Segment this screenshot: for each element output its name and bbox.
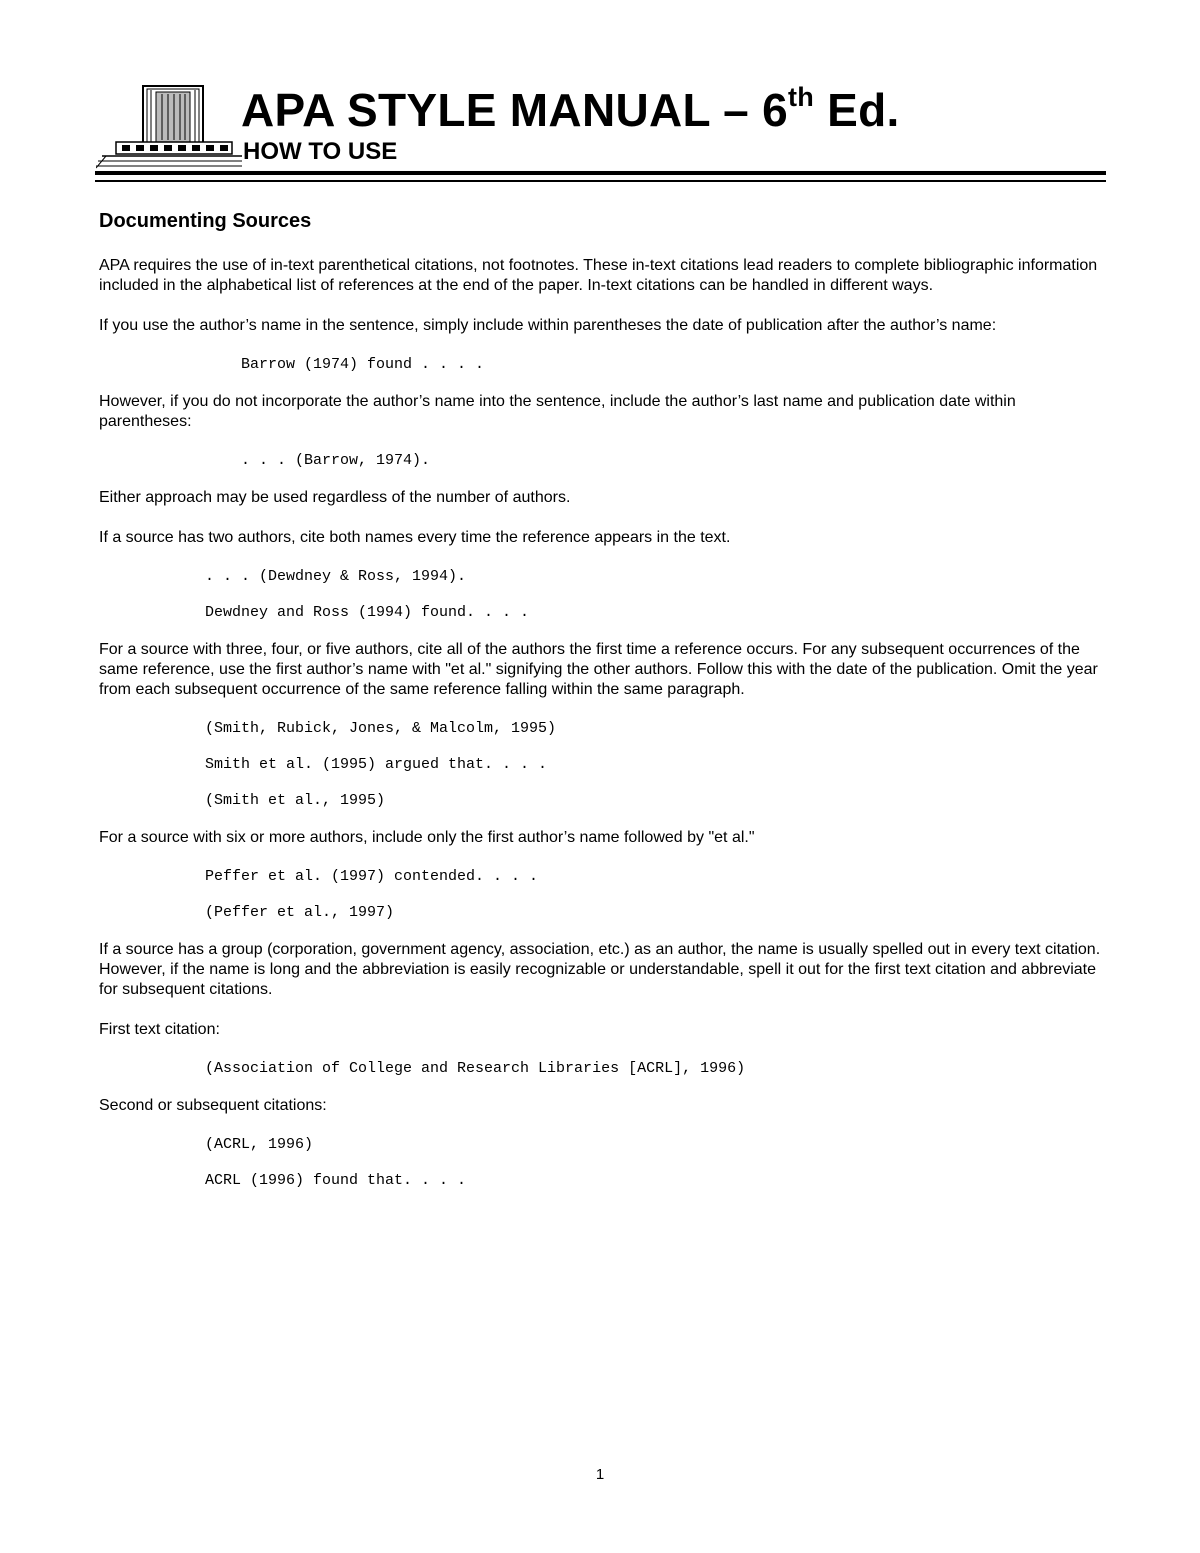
- paragraph-three-to-five-authors: For a source with three, four, or five authors, cite all of the authors the first time a reference occurs. For any subsequent occurrences of the same reference, use the first author’s name with "et al." signifying the other authors. Follow this with the date of the publication. Omit the year from each subsequent occurrence of the same reference falling within the same paragraph.: [99, 641, 1098, 698]
- paragraph-six-or-more-authors: For a source with six or more authors, include only the first author’s name followed by "et al.": [99, 829, 755, 846]
- title-edition: Ed.: [814, 84, 900, 136]
- citation-example: (Association of College and Research Libraries [ACRL], 1996): [205, 1060, 746, 1077]
- title-superscript: th: [788, 82, 815, 112]
- citation-example: (Smith et al., 1995): [205, 792, 386, 809]
- page-number: 1: [595, 1466, 605, 1483]
- paragraph-either-approach: Either approach may be used regardless of the number of authors.: [99, 489, 571, 506]
- paragraph-author-in-sentence: If you use the author’s name in the sentence, simply include within parentheses the date of publication after the author’s name:: [99, 317, 997, 334]
- header-rule-thick: [95, 171, 1106, 175]
- citation-example: (Peffer et al., 1997): [205, 904, 395, 921]
- citation-example: ACRL (1996) found that. . . .: [205, 1172, 467, 1189]
- citation-example: Barrow (1974) found . . . .: [241, 356, 485, 373]
- library-building-logo: [96, 84, 242, 172]
- section-heading: Documenting Sources: [99, 210, 312, 232]
- citation-example: . . . (Barrow, 1974).: [241, 452, 431, 469]
- paragraph-first-citation-label: First text citation:: [99, 1021, 220, 1038]
- citation-example: (Smith, Rubick, Jones, & Malcolm, 1995): [205, 720, 557, 737]
- document-title: [241, 82, 900, 145]
- paragraph-author-in-parentheses: However, if you do not incorporate the author’s name into the sentence, include the author’s last name and publication date within parentheses:: [99, 393, 1016, 430]
- paragraph-two-authors: If a source has two authors, cite both names every time the reference appears in the text.: [99, 529, 731, 546]
- title-main: APA STYLE MANUAL – 6: [241, 84, 788, 136]
- paragraph-intro: APA requires the use of in-text parenthetical citations, not footnotes. These in-text citations lead readers to complete bibliographic information included in the alphabetical list of references at the end of the paper. In-text citations can be handled in different ways.: [99, 257, 1098, 294]
- paragraph-group-author: If a source has a group (corporation, government agency, association, etc.) as an author, the name is usually spelled out in every text citation. However, if the name is long and the abbreviation is easily recognizable or understandable, spell it out for the first text citation and abbreviate for subsequent citations.: [99, 941, 1101, 998]
- citation-example: Peffer et al. (1997) contended. . . .: [205, 868, 539, 885]
- citation-example: (ACRL, 1996): [205, 1136, 314, 1153]
- paragraph-subsequent-citation-label: Second or subsequent citations:: [99, 1097, 327, 1114]
- citation-example: Dewdney and Ross (1994) found. . . .: [205, 604, 530, 621]
- document-subtitle: HOW TO USE: [243, 138, 398, 165]
- header-rule-thin: [95, 180, 1106, 182]
- document-body: [99, 208, 1109, 1208]
- citation-example: . . . (Dewdney & Ross, 1994).: [205, 568, 467, 585]
- citation-example: Smith et al. (1995) argued that. . . .: [205, 756, 548, 773]
